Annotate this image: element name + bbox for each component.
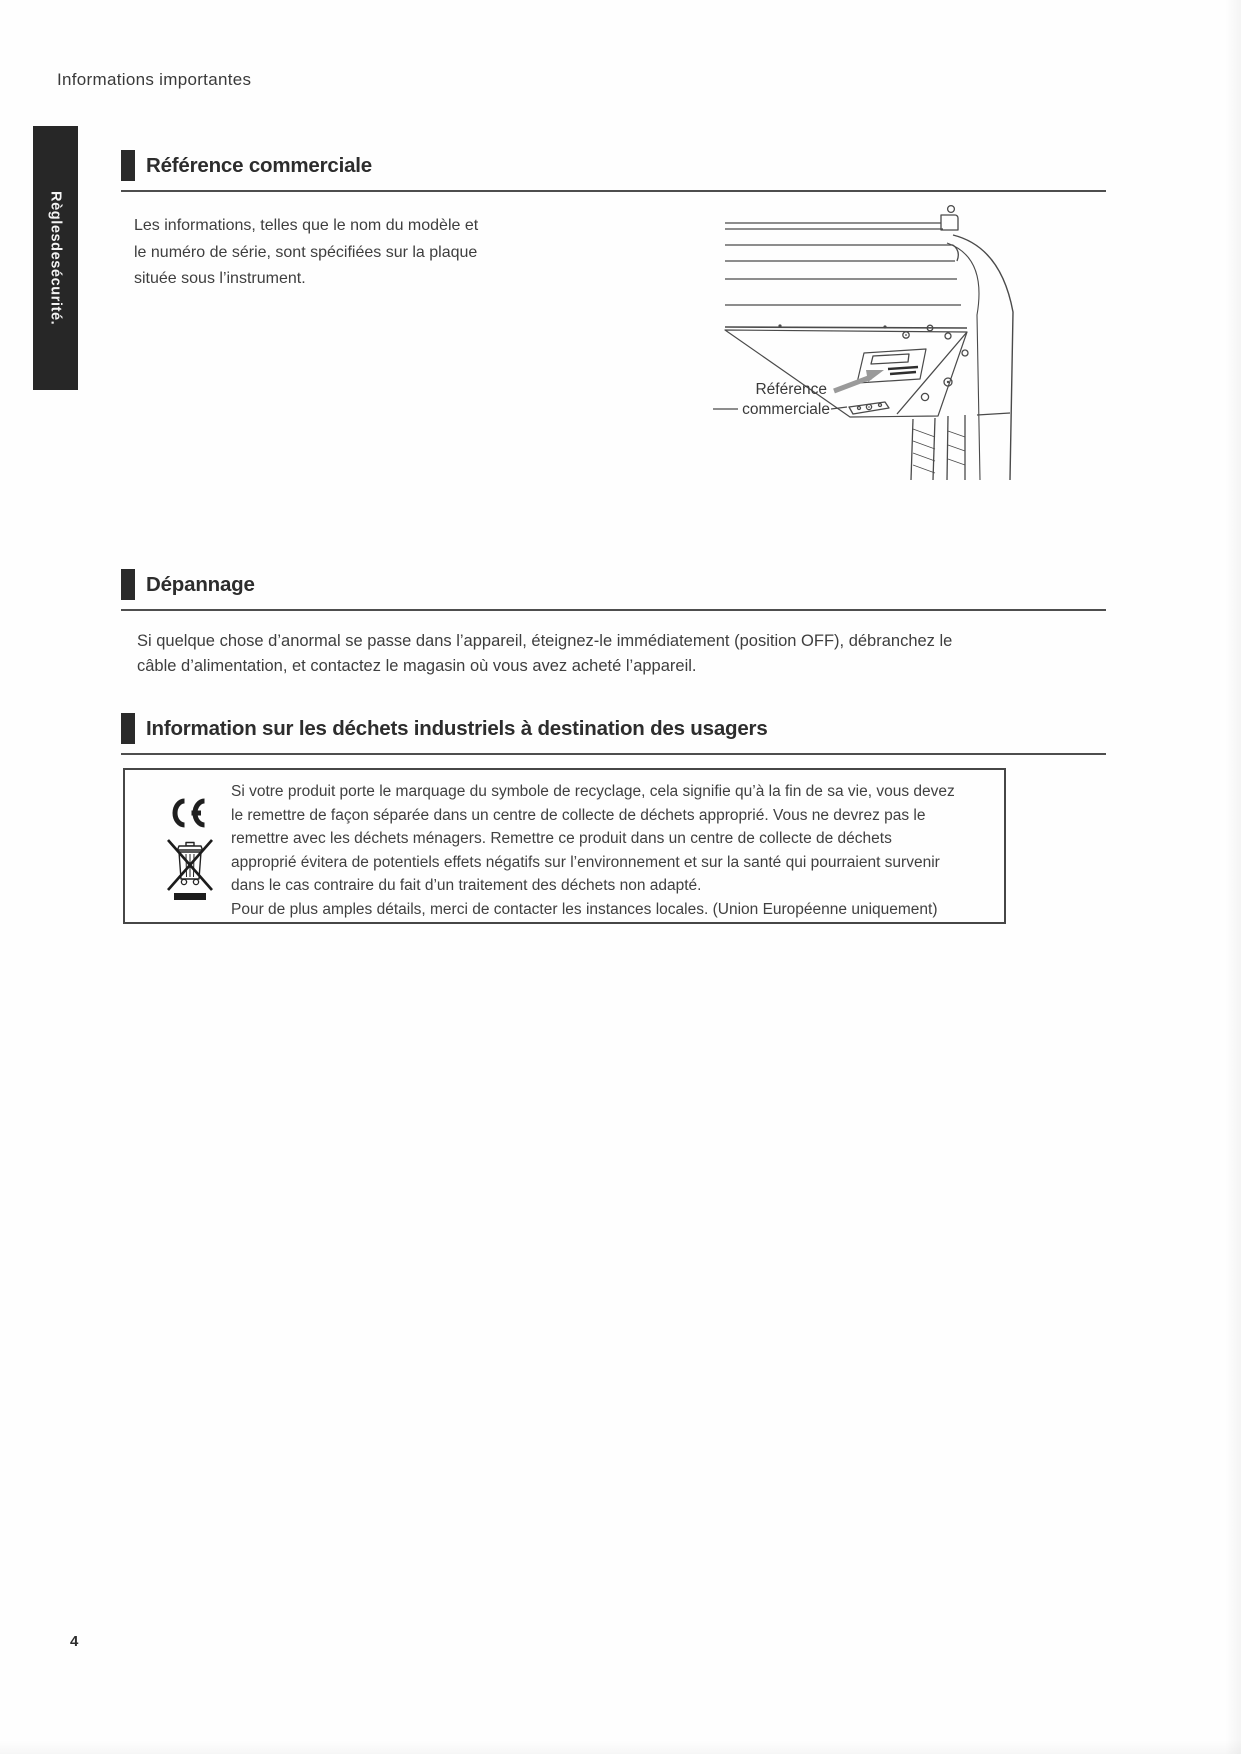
section-header-depannage bbox=[121, 569, 1106, 611]
scan-shade bbox=[1225, 0, 1241, 1754]
paragraph-line: approprié évitera de potentiels effets négatifs sur l’environnement et sur la santé qui pourraient survenir bbox=[231, 853, 940, 871]
piano-underside-figure bbox=[635, 185, 1135, 485]
recycling-info-box bbox=[123, 768, 1006, 924]
paragraph-line: remettre avec les déchets ménagers. Remettre ce produit dans un centre de collecte de déchets bbox=[231, 830, 892, 848]
paragraph-line: le numéro de série, sont spécifiées sur la plaque bbox=[134, 243, 478, 261]
heading-accent-bar bbox=[121, 569, 135, 600]
paragraph-line: Pour de plus amples détails, merci de contacter les instances locales. (Union Européenne uniquement) bbox=[231, 900, 938, 918]
reference-paragraph bbox=[134, 213, 478, 293]
ce-mark-icon bbox=[168, 796, 212, 830]
section-header-dechets bbox=[121, 713, 1106, 755]
piano-underside-drawing bbox=[635, 185, 1135, 485]
page-number: 4 bbox=[70, 1633, 79, 1650]
recycling-paragraph bbox=[231, 780, 955, 922]
paragraph-line: Les informations, telles que le nom du modèle et bbox=[134, 217, 479, 234]
compliance-icons bbox=[147, 796, 233, 901]
figure-callout-line2: commerciale bbox=[742, 401, 830, 418]
section-title-depannage: Dépannage bbox=[146, 573, 255, 596]
section-title-dechets: Information sur les déchets industriels à destination des usagers bbox=[146, 717, 768, 740]
running-header: Informations importantes bbox=[57, 70, 252, 89]
weee-crossed-bin-icon bbox=[167, 837, 213, 901]
paragraph-line: le remettre de façon séparée dans un centre de collecte de déchets approprié. Vous ne devrez pas le bbox=[231, 806, 926, 824]
scan-shade bbox=[0, 1740, 1241, 1754]
security-rules-tab-label: Règlesdesécurité. bbox=[47, 190, 64, 326]
paragraph-line: dans le cas contraire du fait d’un traitement des déchets non adapté. bbox=[231, 877, 702, 895]
paragraph-line: Si votre produit porte le marquage du symbole de recyclage, cela signifie qu’à la fin de sa vie, vous devez bbox=[231, 783, 955, 800]
paragraph-line: Si quelque chose d’anormal se passe dans l’appareil, éteignez-le immédiatement (position OFF), débranchez le bbox=[137, 632, 953, 650]
figure-callout-line1: Référence bbox=[755, 381, 827, 398]
paragraph-line: située sous l’instrument. bbox=[134, 270, 306, 287]
security-rules-tab bbox=[33, 126, 78, 390]
depannage-paragraph bbox=[137, 629, 952, 678]
heading-accent-bar bbox=[121, 150, 135, 181]
section-title-reference: Référence commerciale bbox=[146, 154, 372, 177]
weee-bar bbox=[174, 893, 206, 900]
heading-accent-bar bbox=[121, 713, 135, 744]
paragraph-line: câble d’alimentation, et contactez le magasin où vous avez acheté l’appareil. bbox=[137, 656, 697, 675]
